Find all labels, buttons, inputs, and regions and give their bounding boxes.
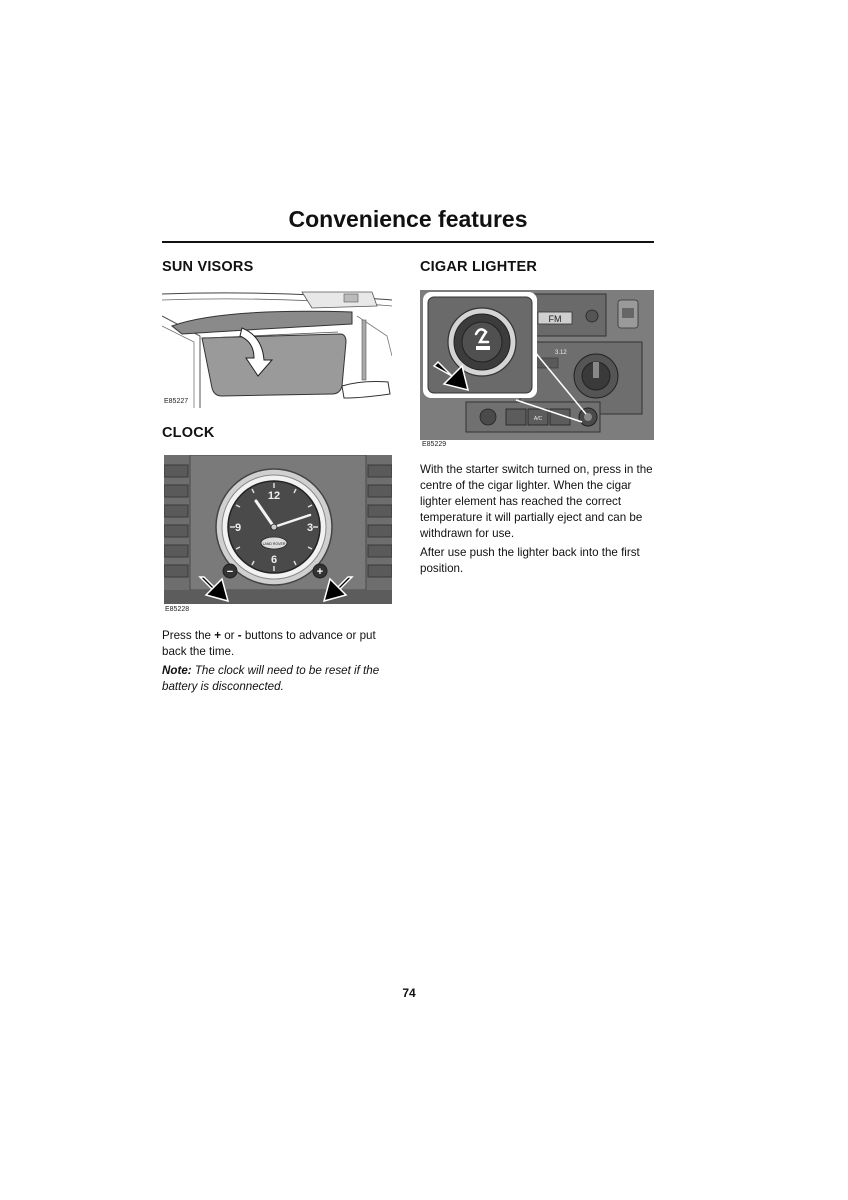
clock-heading: CLOCK [162,425,215,441]
cigar-lighter-drawing [420,290,654,450]
clock-plus-symbol: + [316,566,324,578]
clock-instructions [162,628,396,660]
sun-visor-drawing [162,286,392,408]
cigar-lighter-figure-code: E85229 [422,441,447,448]
cigar-lighter-paragraph-1: With the starter switch turned on, press in the centre of the cigar lighter. When the cigar lighter element has reached the correct temperature it will partially eject and can be withdrawn for use. [420,463,653,540]
clock-badge-text: LAND ROVER [262,542,286,546]
clock-illustration [164,455,392,615]
sun-visor-figure-code: E85227 [164,398,189,405]
clock-text-plus: + [214,629,221,642]
clock-text-or: or [220,629,238,642]
clock-dial-6: 6 [270,554,278,566]
cigar-lighter-illustration [420,290,654,450]
clock-note-text: The clock will need to be reset if the battery is disconnected. [162,664,380,693]
clock-note-label: Note: [162,664,192,677]
clock-note [162,663,396,695]
cigar-lighter-paragraph-2: After use push the lighter back into the first position. [420,546,640,575]
cigar-lighter-heading: CIGAR LIGHTER [420,259,537,275]
clock-dial-12: 12 [267,490,281,502]
clock-dial-9: 9 [234,522,242,534]
page-number: 74 [402,986,416,1000]
radio-display-text: FM [548,314,562,324]
page-title: Convenience features [288,206,528,232]
dial-label: 3.12 [555,350,567,356]
clock-dial-3: 3 [306,522,314,534]
title-divider [162,241,654,243]
clock-text-minus: - [237,629,242,642]
clock-figure-code: E85228 [165,606,190,613]
clock-minus-symbol: − [226,566,234,578]
clock-text-end: buttons to advance or put back the time. [162,629,376,658]
sun-visors-heading: SUN VISORS [162,259,254,275]
sun-visor-illustration [162,286,392,408]
ac-button-label: A/C [533,416,543,422]
clock-drawing [164,455,392,615]
clock-text-start: Press the [162,629,215,642]
